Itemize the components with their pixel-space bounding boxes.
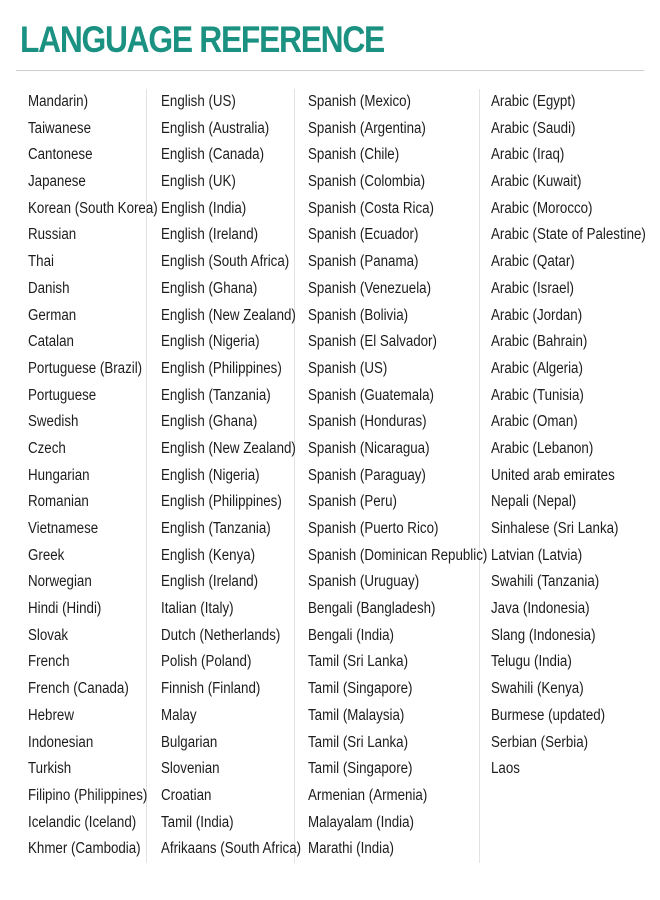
language-item: Mandarin): [28, 93, 89, 110]
language-item: Nepali (Nepal): [491, 493, 577, 511]
language-item: French: [28, 653, 70, 671]
language-column-1: [22, 89, 158, 863]
language-item: Turkish: [28, 760, 72, 778]
language-item: Arabic (Lebanon): [491, 439, 594, 457]
language-item: Spanish (Nicaragua): [308, 439, 430, 457]
language-item: Slang (Indonesia): [491, 626, 596, 644]
language-item: Cantonese: [28, 146, 93, 164]
language-item: English (Nigeria): [161, 466, 260, 484]
language-item: Sinhalese (Sri Lanka): [491, 520, 619, 537]
language-item: Telugu (India): [491, 653, 572, 671]
page-title: LANGUAGE REFERENCE: [20, 19, 384, 60]
language-item: English (Ghana): [161, 413, 258, 431]
language-column-4: [485, 89, 645, 783]
language-item: English (Nigeria): [161, 333, 260, 351]
language-item: Spanish (Paraguay): [308, 466, 426, 484]
language-item: Tamil (Sri Lanka): [308, 653, 409, 671]
language-item: Norwegian: [28, 573, 92, 591]
language-item: German: [28, 306, 77, 324]
language-item: Tamil (Sri Lanka): [308, 733, 409, 751]
language-item: Portuguese: [28, 386, 97, 404]
language-item: Slovak: [28, 626, 69, 644]
language-item: English (New Zealand): [161, 306, 296, 324]
language-item: Spanish (Dominican Republic): [308, 546, 488, 564]
language-item: Spanish (Ecuador): [308, 226, 419, 244]
language-item: Marathi (India): [308, 840, 394, 858]
language-item: Spanish (El Salvador): [308, 333, 437, 351]
language-item: Hindi (Hindi): [28, 600, 102, 618]
language-item: English (Ireland): [161, 226, 259, 244]
language-item: English (UK): [161, 173, 236, 191]
language-item: Arabic (Iraq): [491, 146, 565, 164]
language-item: Korean (South Korea): [28, 199, 158, 217]
language-item: Dutch (Netherlands): [161, 626, 281, 644]
language-item: United arab emirates: [491, 466, 615, 484]
language-item: Spanish (Argentina): [308, 119, 426, 137]
language-item: Java (Indonesia): [491, 600, 590, 618]
language-item: English (Ireland): [161, 573, 259, 591]
language-item: Spanish (Puerto Rico): [308, 520, 439, 537]
language-item: Swahili (Kenya): [491, 680, 584, 698]
language-item: English (Canada): [161, 146, 265, 164]
language-item: Tamil (Singapore): [308, 680, 413, 698]
language-item: Swedish: [28, 413, 79, 431]
language-item: Romanian: [28, 493, 89, 511]
language-item: Taiwanese: [28, 119, 92, 137]
language-item: Arabic (Algeria): [491, 359, 583, 377]
language-item: Russian: [28, 226, 77, 244]
language-item: Serbian (Serbia): [491, 733, 589, 751]
language-item: Catalan: [28, 333, 74, 351]
language-item: English (Kenya): [161, 546, 256, 564]
language-item: Japanese: [28, 173, 86, 191]
language-item: Arabic (Jordan): [491, 306, 583, 324]
language-item: Vietnamese: [28, 520, 99, 537]
language-item: Laos: [491, 760, 520, 778]
language-item: Thai: [28, 253, 54, 271]
language-item: Icelandic (Iceland): [28, 813, 137, 831]
language-item: Arabic (Oman): [491, 413, 578, 431]
language-item: English (Tanzania): [161, 386, 271, 404]
language-item: Spanish (Guatemala): [308, 386, 434, 404]
language-item: Hebrew: [28, 706, 74, 724]
language-item: English (Philippines): [161, 359, 282, 377]
language-item: Bengali (India): [308, 626, 394, 644]
title-divider: [16, 70, 644, 71]
language-item: Spanish (Venezuela): [308, 279, 432, 297]
language-item: Spanish (Colombia): [308, 173, 426, 191]
language-item: Filipino (Philippines): [28, 786, 148, 804]
language-item: Spanish (Bolivia): [308, 306, 409, 324]
language-column-3: [302, 89, 488, 863]
language-item: English (Australia): [161, 119, 270, 137]
language-item: Italian (Italy): [161, 600, 234, 618]
language-item: Arabic (State of Palestine): [491, 226, 646, 244]
language-item: Tamil (India): [161, 813, 234, 831]
language-item: Arabic (Saudi): [491, 119, 576, 137]
language-item: Arabic (Kuwait): [491, 173, 582, 191]
language-item: Armenian (Armenia): [308, 786, 428, 804]
language-item: Arabic (Tunisia): [491, 386, 584, 404]
language-item: Spanish (US): [308, 359, 388, 377]
language-item: English (New Zealand): [161, 439, 296, 457]
language-item: Indonesian: [28, 733, 94, 751]
language-item: Slovenian: [161, 760, 220, 778]
language-item: Spanish (Panama): [308, 253, 419, 271]
language-item: Spanish (Costa Rica): [308, 199, 434, 217]
language-item: Spanish (Honduras): [308, 413, 427, 431]
language-item: Bulgarian: [161, 733, 218, 751]
language-item: Spanish (Mexico): [308, 93, 412, 110]
language-item: Bengali (Bangladesh): [308, 600, 436, 618]
language-item: Portuguese (Brazil): [28, 359, 143, 377]
language-item: Malay: [161, 706, 197, 724]
language-item: Swahili (Tanzania): [491, 573, 600, 591]
language-item: Malayalam (India): [308, 813, 414, 831]
language-item: Croatian: [161, 786, 212, 804]
language-item: Arabic (Israel): [491, 279, 574, 297]
language-item: English (Philippines): [161, 493, 282, 511]
language-item: Burmese (updated): [491, 706, 606, 724]
language-item: Afrikaans (South Africa): [161, 840, 302, 858]
language-item: Greek: [28, 546, 65, 564]
language-item: English (India): [161, 199, 247, 217]
language-item: Khmer (Cambodia): [28, 840, 141, 858]
language-item: Polish (Poland): [161, 653, 252, 671]
language-item: English (US): [161, 93, 236, 110]
language-item: Spanish (Peru): [308, 493, 397, 511]
language-item: Latvian (Latvia): [491, 546, 583, 564]
language-item: English (South Africa): [161, 253, 290, 271]
language-item: Finnish (Finland): [161, 680, 261, 698]
language-item: Spanish (Uruguay): [308, 573, 420, 591]
language-item: Arabic (Egypt): [491, 93, 576, 110]
language-item: Hungarian: [28, 466, 90, 484]
language-item: Danish: [28, 279, 70, 297]
language-item: Arabic (Morocco): [491, 199, 593, 217]
language-item: Czech: [28, 439, 66, 457]
language-column-2: [155, 89, 302, 863]
language-item: Tamil (Malaysia): [308, 706, 405, 724]
language-item: English (Tanzania): [161, 520, 271, 537]
language-item: Arabic (Bahrain): [491, 333, 588, 351]
language-item: Arabic (Qatar): [491, 253, 575, 271]
language-item: French (Canada): [28, 680, 129, 698]
language-item: English (Ghana): [161, 279, 258, 297]
language-item: Tamil (Singapore): [308, 760, 413, 778]
language-item: Spanish (Chile): [308, 146, 400, 164]
